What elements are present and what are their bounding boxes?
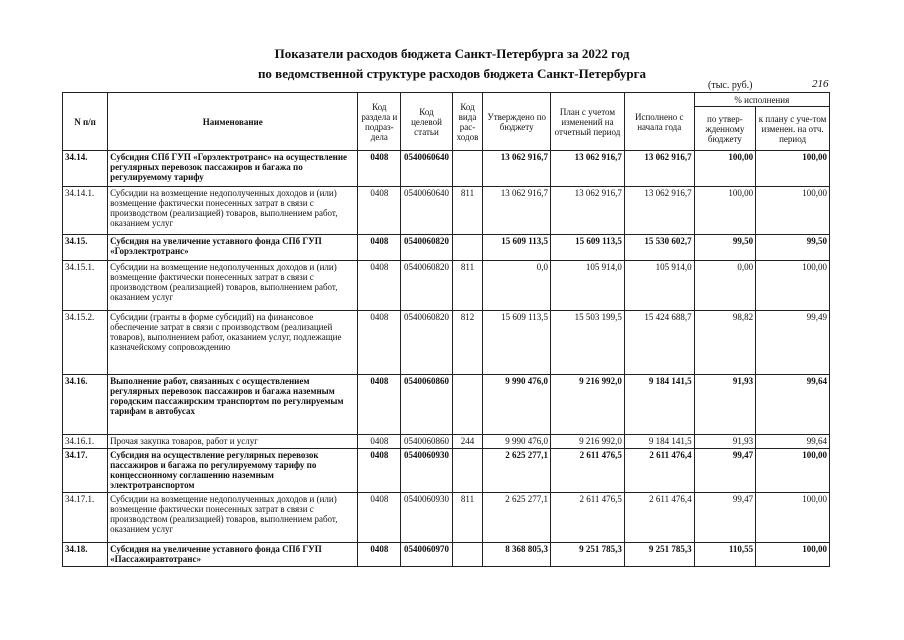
cell-pct-plan: 100,00 (756, 187, 830, 235)
cell-pct-plan: 99,64 (756, 375, 830, 435)
cell-target: 0540060820 (401, 235, 452, 261)
cell-name: Субсидия на увеличение уставного фонда СПб ГУП «Пассажиравтотранс» (108, 543, 358, 567)
cell-executed: 9 251 785,3 (624, 543, 694, 567)
cell-approved: 2 625 277,1 (483, 449, 551, 493)
cell-target: 0540060860 (401, 435, 452, 449)
cell-pct-budget: 99,47 (694, 449, 756, 493)
cell-name: Субсидии (гранты в форме субсидий) на финансовое обеспечение затрат в связи с производством (реализацией товаров), выполнением работ, оказанием услуг, подлежащие казначейскому сопровождению (108, 311, 358, 375)
cell-section: 0408 (358, 311, 401, 375)
cell-target: 0540060930 (401, 449, 452, 493)
cell-num: 34.16.1. (63, 435, 108, 449)
header-approved: Утверждено по бюджету (483, 93, 551, 151)
cell-section: 0408 (358, 151, 401, 187)
cell-name: Прочая закупка товаров, работ и услуг (108, 435, 358, 449)
budget-table (62, 92, 830, 567)
header-plan: План с учетом изменений на отчетный период (551, 93, 625, 151)
cell-kind (452, 235, 483, 261)
cell-approved: 9 990 476,0 (483, 435, 551, 449)
cell-kind (452, 375, 483, 435)
cell-section: 0408 (358, 435, 401, 449)
cell-approved: 0,0 (483, 261, 551, 311)
cell-approved: 2 625 277,1 (483, 493, 551, 543)
cell-target: 0540060640 (401, 187, 452, 235)
cell-kind: 812 (452, 311, 483, 375)
cell-num: 34.15.1. (63, 261, 108, 311)
header-target: Код целевой статьи (401, 93, 452, 151)
cell-plan: 15 503 199,5 (551, 311, 625, 375)
cell-executed: 2 611 476,4 (624, 493, 694, 543)
cell-approved: 15 609 113,5 (483, 235, 551, 261)
cell-name: Субсидия на увеличение уставного фонда СПб ГУП «Горэлектротранс» (108, 235, 358, 261)
cell-name: Субсидии на возмещение недополученных доходов и (или) возмещение фактически понесенных затрат в связи с производством (реализацией) товаров, выполнением работ, оказанием услуг (108, 187, 358, 235)
cell-plan: 105 914,0 (551, 261, 625, 311)
cell-plan: 15 609 113,5 (551, 235, 625, 261)
header-num: N п/п (63, 93, 108, 151)
header-pct-group: % исполнения (694, 93, 829, 107)
cell-executed: 15 530 602,7 (624, 235, 694, 261)
cell-plan: 2 611 476,5 (551, 493, 625, 543)
cell-target: 0540060860 (401, 375, 452, 435)
cell-plan: 2 611 476,5 (551, 449, 625, 493)
cell-num: 34.15.2. (63, 311, 108, 375)
cell-name: Субсидия на осуществление регулярных перевозок пассажиров и багажа по регулируемому тарифу по концессионному соглашению наземным электротранспортом (108, 449, 358, 493)
cell-kind: 811 (452, 261, 483, 311)
cell-kind (452, 543, 483, 567)
units-label: (тыс. руб.) (708, 80, 753, 91)
cell-pct-plan: 99,64 (756, 435, 830, 449)
cell-pct-plan: 100,00 (756, 151, 830, 187)
cell-section: 0408 (358, 449, 401, 493)
cell-pct-plan: 100,00 (756, 543, 830, 567)
cell-approved: 13 062 916,7 (483, 151, 551, 187)
table-row (63, 375, 830, 435)
cell-section: 0408 (358, 235, 401, 261)
page-number: 216 (812, 78, 829, 90)
header-pct-plan: к плану с уче-том изменен. на отч. период (756, 107, 830, 151)
doc-title-line2: по ведомственной структуре расходов бюджета Санкт-Петербурга (257, 66, 647, 81)
cell-target: 0540060970 (401, 543, 452, 567)
cell-approved: 15 609 113,5 (483, 311, 551, 375)
cell-pct-budget: 99,50 (694, 235, 756, 261)
table-row (63, 187, 830, 235)
cell-executed: 105 914,0 (624, 261, 694, 311)
cell-executed: 13 062 916,7 (624, 151, 694, 187)
cell-executed: 15 424 688,7 (624, 311, 694, 375)
table-row (63, 493, 830, 543)
header-kind: Код вида рас-ходов (452, 93, 483, 151)
cell-pct-budget: 98,82 (694, 311, 756, 375)
cell-num: 34.15. (63, 235, 108, 261)
cell-target: 0540060820 (401, 311, 452, 375)
cell-pct-budget: 0,00 (694, 261, 756, 311)
cell-pct-budget: 100,00 (694, 187, 756, 235)
cell-approved: 13 062 916,7 (483, 187, 551, 235)
cell-num: 34.14.1. (63, 187, 108, 235)
cell-num: 34.17. (63, 449, 108, 493)
cell-num: 34.18. (63, 543, 108, 567)
cell-name: Субсидия СПб ГУП «Горэлектротранс» на осуществление регулярных перевозок пассажиров и багажа по регулируемому тарифу (108, 151, 358, 187)
header-section: Код раздела и подраз-дела (358, 93, 401, 151)
cell-pct-budget: 91,93 (694, 435, 756, 449)
header-pct-budget: по утвер-жденному бюджету (694, 107, 756, 151)
cell-section: 0408 (358, 375, 401, 435)
cell-pct-budget: 91,93 (694, 375, 756, 435)
cell-pct-plan: 100,00 (756, 449, 830, 493)
cell-executed: 2 611 476,4 (624, 449, 694, 493)
cell-section: 0408 (358, 543, 401, 567)
doc-title-line1: Показатели расходов бюджета Санкт-Петербурга за 2022 год (274, 46, 630, 61)
cell-pct-budget: 110,55 (694, 543, 756, 567)
cell-pct-budget: 99,47 (694, 493, 756, 543)
cell-pct-plan: 99,50 (756, 235, 830, 261)
cell-name: Субсидии на возмещение недополученных доходов и (или) возмещение фактически понесенных затрат в связи с производством (реализацией) товаров, выполнением работ, оказанием услуг (108, 261, 358, 311)
cell-executed: 9 184 141,5 (624, 375, 694, 435)
cell-target: 0540060820 (401, 261, 452, 311)
header-executed: Исполнено с начала года (624, 93, 694, 151)
cell-kind (452, 449, 483, 493)
cell-plan: 13 062 916,7 (551, 151, 625, 187)
header-name: Наименование (108, 93, 358, 151)
cell-plan: 13 062 916,7 (551, 187, 625, 235)
cell-section: 0408 (358, 493, 401, 543)
cell-name: Выполнение работ, связанных с осуществлением регулярных перевозок пассажиров и багажа наземным городским пассажирским транспортом по регулируемым тарифам в автобусах (108, 375, 358, 435)
table-row (63, 235, 830, 261)
cell-approved: 9 990 476,0 (483, 375, 551, 435)
cell-pct-budget: 100,00 (694, 151, 756, 187)
table-row (63, 449, 830, 493)
cell-executed: 13 062 916,7 (624, 187, 694, 235)
cell-target: 0540060930 (401, 493, 452, 543)
cell-target: 0540060640 (401, 151, 452, 187)
cell-name: Субсидии на возмещение недополученных доходов и (или) возмещение фактически понесенных затрат в связи с производством (реализацией) товаров, выполнением работ, оказанием услуг (108, 493, 358, 543)
table-row (63, 435, 830, 449)
cell-executed: 9 184 141,5 (624, 435, 694, 449)
cell-num: 34.14. (63, 151, 108, 187)
cell-kind: 244 (452, 435, 483, 449)
cell-pct-plan: 100,00 (756, 493, 830, 543)
cell-section: 0408 (358, 187, 401, 235)
cell-approved: 8 368 805,3 (483, 543, 551, 567)
cell-pct-plan: 99,49 (756, 311, 830, 375)
cell-num: 34.16. (63, 375, 108, 435)
cell-plan: 9 251 785,3 (551, 543, 625, 567)
table-row (63, 261, 830, 311)
table-row (63, 151, 830, 187)
table-row (63, 543, 830, 567)
cell-plan: 9 216 992,0 (551, 435, 625, 449)
cell-section: 0408 (358, 261, 401, 311)
cell-plan: 9 216 992,0 (551, 375, 625, 435)
cell-pct-plan: 100,00 (756, 261, 830, 311)
cell-num: 34.17.1. (63, 493, 108, 543)
cell-kind (452, 151, 483, 187)
cell-kind: 811 (452, 187, 483, 235)
table-row (63, 311, 830, 375)
cell-kind: 811 (452, 493, 483, 543)
